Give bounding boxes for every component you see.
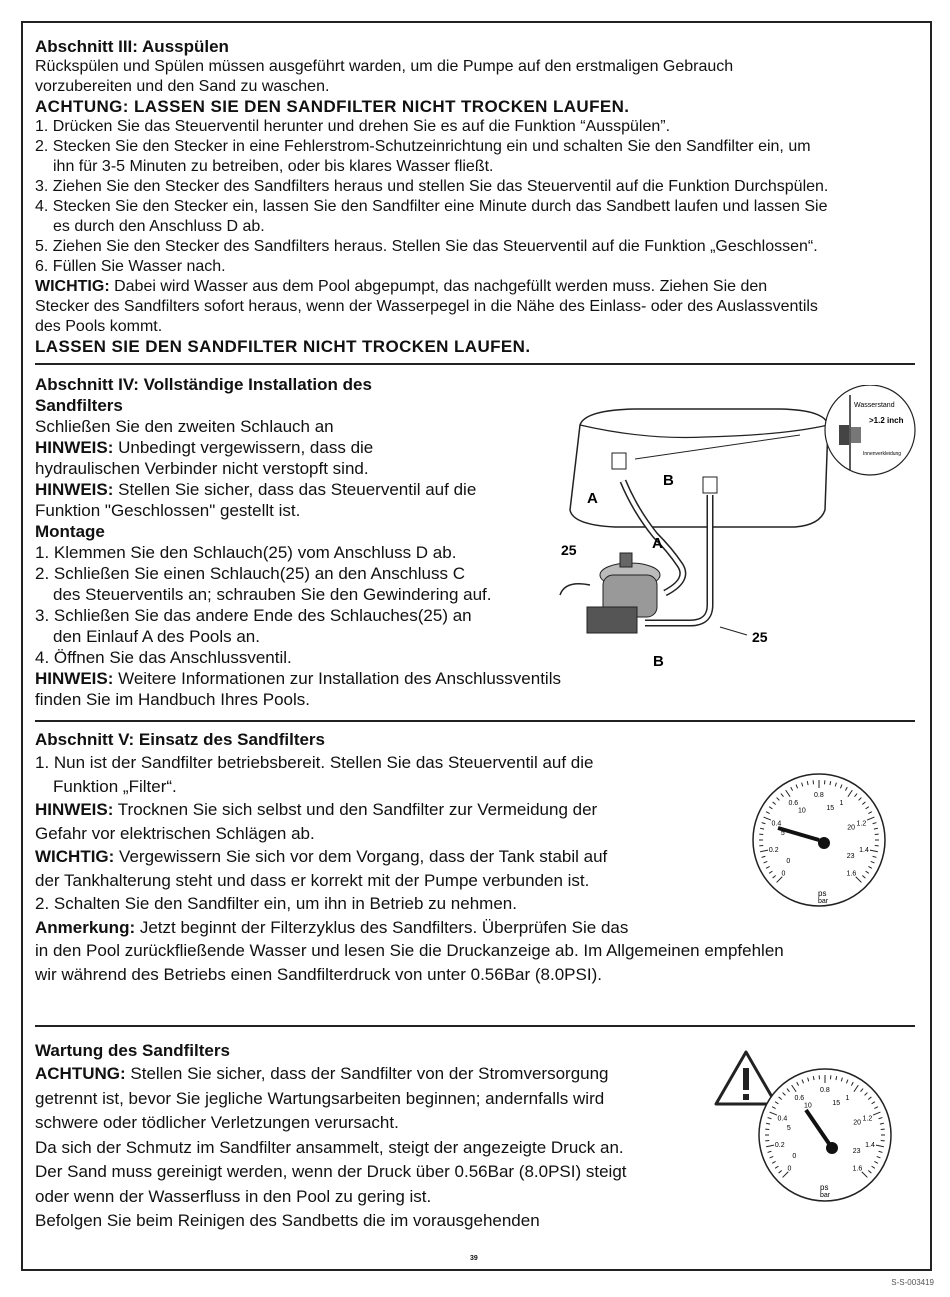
s4-line-1: Schließen Sie den zweiten Schlauch an [35,417,334,436]
important-text-3: des Pools kommt. [35,318,163,335]
maintenance-line-3: schwere oder tödlicher Verletzungen verursacht. [35,1113,399,1132]
label-hose-25-left: 25 [561,542,577,558]
s5-anmerkung [35,916,784,940]
s5-line-2: Funktion „Filter“. [53,776,177,796]
montage-step-1: 1. Klemmen Sie den Schlauch(25) vom Anschluss D ab. [35,543,457,562]
valve-handle [620,553,632,567]
gauge-unit-bar: bar [818,898,829,905]
s4-line-3: hydraulischen Verbinder nicht verstopft sind. [35,459,369,478]
gauge-bar-label: 0.6 [788,799,799,807]
maintenance-line-7: Befolgen Sie beim Reinigen des Sandbetts die im vorausgehenden [35,1211,540,1230]
hinweis-3-text: Weitere Informationen zur Installation des Anschlussventils [113,669,561,688]
gauge-bar-label: 0.4 [771,820,782,828]
section-4-title: Abschnitt IV: Vollständige Installation des [35,375,372,394]
maintenance-line-4: Da sich der Schmutz im Sandfilter ansammelt, steigt der angezeigte Druck an. [35,1137,624,1157]
anmerkung-label: Anmerkung: [35,917,136,937]
gauge-bar-label: 0.4 [777,1115,788,1123]
gauge-bar-label: 1.6 [852,1165,863,1173]
gauge-bar-label: 1.2 [862,1115,873,1123]
gauge-bar-label: 0.2 [774,1141,785,1149]
important-label: WICHTIG: [35,278,110,295]
gauge-psi-label: 23 [846,852,855,860]
achtung-label: ACHTUNG: [35,1064,126,1083]
gauge-psi-label: 10 [804,1102,812,1110]
inset-circle [825,385,915,475]
pool-rim [580,425,828,438]
s5-wichtig [35,845,784,869]
document-code: S-S-003419 [891,1278,934,1287]
step-4-cont: es durch den Anschluss D ab. [53,218,265,235]
s5-hinweis-text: Trocknen Sie sich selbst und den Sandfilter zur Vermeidung der [113,800,598,819]
power-cord [560,584,590,595]
final-warning: LASSEN SIE DEN SANDFILTER NICHT TROCKEN LAUFEN. [35,337,531,356]
s5-line-1: 1. Nun ist der Sandfilter betriebsbereit. Stellen Sie das Steuerventil auf die [35,753,594,772]
section-3-intro-2: vorzubereiten und den Sand zu waschen. [35,78,330,95]
section-5 [35,729,784,986]
pool-outlet-b [703,477,717,493]
inset-fitting [839,425,849,445]
hinweis-1 [35,437,561,458]
hinweis-label: HINWEIS: [35,480,114,499]
gauge-hub [818,837,830,849]
hinweis-label: HINWEIS: [35,800,114,819]
gauge-psi-label: 10 [798,807,806,815]
section-4-title-2: Sandfilters [35,396,123,415]
divider [35,363,915,365]
section-4 [35,374,561,710]
maintenance-line-5: Der Sand muss gereinigt werden, wenn der Druck über 0.56Bar (8.0PSI) steigt [35,1162,627,1181]
step-2-cont: ihn für 3-5 Minuten zu betreiben, oder bis klares Wasser fließt. [53,158,494,175]
inset-nut [851,427,861,443]
s4-line-5: Funktion "Geschlossen" gestellt ist. [35,501,301,520]
gauge-psi-label: 5 [786,1125,791,1133]
gauge-bar-label: 1 [845,1094,850,1102]
gauge-psi-label: 15 [826,804,835,812]
maintenance-achtung-text: Stellen Sie sicher, dass der Sandfilter von der Stromversorgung [125,1064,609,1083]
pressure-gauge-1 [738,773,900,907]
gauge-bar-label: 1.2 [856,820,867,828]
divider [35,720,915,722]
gauge-bar-label: 1 [839,799,844,807]
important-text: Dabei wird Wasser aus dem Pool abgepumpt, das nachgefüllt werden muss. Ziehen Sie den [109,278,768,295]
montage-step-4: 4. Öffnen Sie das Anschlussventil. [35,648,292,667]
page-number: 39 [470,1255,478,1262]
maintenance-line-6: oder wenn der Wasserfluss in den Pool zu gering ist. [35,1186,432,1206]
gauge-bar-label: 0.2 [768,846,779,854]
section-3 [35,37,828,357]
leader-25 [720,627,747,635]
hinweis-2 [35,479,561,500]
hinweis-1-text: Unbedingt vergewissern, dass die [113,438,374,457]
gauge-unit-psi: ps [818,889,827,898]
gauge-psi-label: 5 [780,830,785,838]
step-3: 3. Ziehen Sie den Stecker des Sandfilters heraus und stellen Sie das Steuerventil auf die Funktion Durchspülen. [35,178,829,195]
section-maintenance [35,1040,627,1234]
section-3-intro: Rückspülen und Spülen müssen ausgeführt warden, um die Pumpe auf den erstmaligen Gebrauch [35,58,734,75]
label-b-filter: B [653,653,664,670]
maintenance-line-2: getrennt ist, bevor Sie jegliche Wartungsarbeiten beginnen; andernfalls wird [35,1088,605,1108]
gauge-unit-psi: ps [820,1183,829,1192]
section-5-title: Abschnitt V: Einsatz des Sandfilters [35,730,326,749]
gauge-bar-label: 0.8 [820,1087,830,1094]
s5-wichtig-text: Vergewissern Sie sich vor dem Vorgang, dass der Tank stabil auf [114,847,608,866]
step-5: 5. Ziehen Sie den Stecker des Sandfilters heraus. Stellen Sie das Steuerventil auf die Funktion „Geschlossen“. [35,238,818,255]
gauge-psi-label: 20 [847,824,856,832]
s4-line-7: finden Sie im Handbuch Ihres Pools. [35,690,310,709]
leader-line [635,435,800,459]
important-text-2: Stecker des Sandfilters sofort heraus, wenn der Wasserpegel in die Nähe des Einlass- oder des Auslassventils [35,298,818,315]
gauge-bar-label: 1.4 [859,846,869,854]
pressure-gauge-2 [744,1068,906,1202]
pool-inlet-a [612,453,626,469]
inset-water-level: Wasserstand [854,402,895,409]
s5-line-7: 2. Schalten Sie den Sandfilter ein, um ihn in Betrieb zu nehmen. [35,894,517,913]
wichtig-label: WICHTIG: [35,847,115,866]
label-b-pool: B [663,472,674,489]
gauge-bar-label: 0 [781,870,786,878]
step-1: 1. Drücken Sie das Steuerventil herunter und drehen Sie es auf die Funktion “Ausspülen”. [35,118,671,135]
inset-height: >1.2 inch [869,416,904,425]
gauge-psi-label: 23 [852,1147,861,1155]
divider [35,1025,915,1027]
step-2: 2. Stecken Sie den Stecker in eine Fehlerstrom-Schutzeinrichtung ein und schalten Sie den Sandfilter ein, um [35,138,811,155]
hinweis-label: HINWEIS: [35,438,114,457]
label-hose-25-right: 25 [752,629,768,645]
gauge-unit-bar: bar [820,1192,831,1199]
gauge-bar-label: 0.6 [794,1094,805,1102]
maintenance-achtung [35,1062,627,1087]
label-a-pool: A [587,490,598,507]
s5-line-10: wir während des Betriebs einen Sandfilterdruck von unter 0.56Bar (8.0PSI). [35,964,602,984]
pump [587,607,637,633]
montage-heading: Montage [35,522,105,541]
montage-step-3-cont: den Einlauf A des Pools an. [53,627,260,646]
label-a-filter: A [652,535,663,552]
gauge-psi-label: 0 [786,858,791,866]
montage-step-3: 3. Schließen Sie das andere Ende des Schlauches(25) an [35,606,472,625]
step-4: 4. Stecken Sie den Stecker ein, lassen Sie den Sandfilter eine Minute durch das Sandbett laufen und lassen Sie [35,198,828,215]
gauge-psi-label: 0 [792,1153,797,1161]
s5-line-6: der Tankhalterung steht und dass er korrekt mit der Pumpe verbunden ist. [35,870,590,890]
maintenance-title: Wartung des Sandfilters [35,1041,230,1060]
pool-filter-diagram [545,385,925,675]
gauge-bar-label: 1.4 [865,1141,875,1149]
inset-liner: Innenverkleidung [863,451,902,457]
gauge-psi-label: 15 [832,1099,841,1107]
montage-step-2-cont: des Steuerventils an; schrauben Sie den Gewindering auf. [53,585,492,604]
section-3-warning: ACHTUNG: LASSEN SIE DEN SANDFILTER NICHT TROCKEN LAUFEN. [35,97,630,116]
s5-line-4: Gefahr vor elektrischen Schlägen ab. [35,823,315,843]
s5-line-9: in den Pool zurückfließende Wasser und lesen Sie die Druckanzeige ab. Im Allgemeinen empfehlen [35,941,784,960]
important-note [35,277,828,297]
hinweis-label: HINWEIS: [35,669,114,688]
section-3-title: Abschnitt III: Ausspülen [35,37,229,56]
gauge-bar-label: 1.6 [846,870,857,878]
s5-hinweis [35,798,784,822]
hinweis-2-text: Stellen Sie sicher, dass das Steuerventil auf die [113,480,477,499]
gauge-bar-label: 0.8 [814,792,824,799]
step-6: 6. Füllen Sie Wasser nach. [35,258,226,275]
gauge-hub [826,1142,838,1154]
montage-step-2: 2. Schließen Sie einen Schlauch(25) an den Anschluss C [35,564,465,583]
hinweis-3 [35,668,561,689]
gauge-bar-label: 0 [787,1165,792,1173]
gauge-psi-label: 20 [853,1119,862,1127]
pool-outline [570,409,828,527]
s5-anmerkung-text: Jetzt beginnt der Filterzyklus des Sandfilters. Überprüfen Sie das [135,917,629,937]
